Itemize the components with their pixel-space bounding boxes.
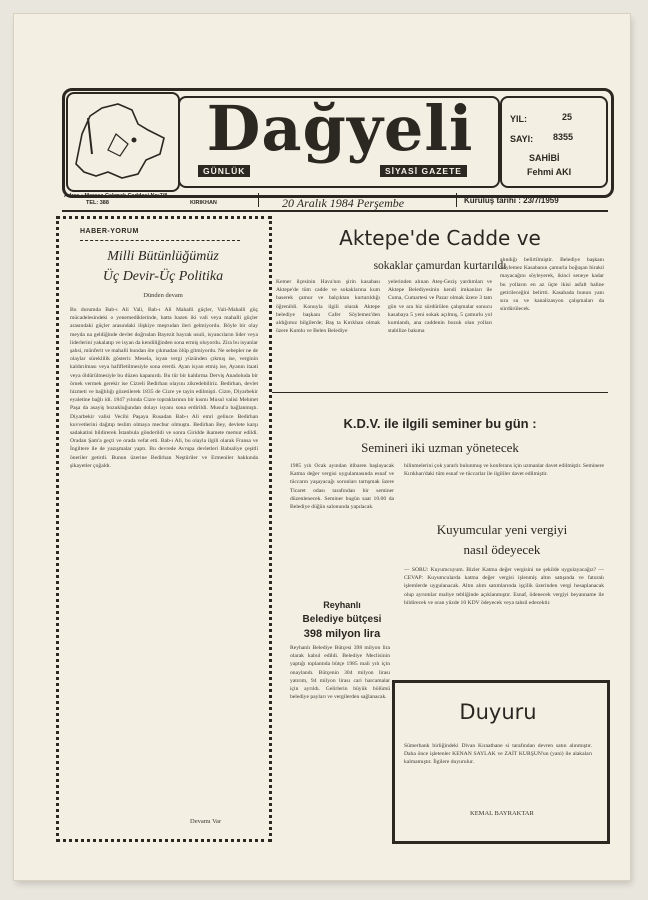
dateline-divider xyxy=(456,193,457,207)
left-headline-line1: Milli Bütünlüğümüz xyxy=(107,249,219,264)
kdv-subhead: Semineri iki uzman yönetecek xyxy=(361,440,519,455)
kdv-headline: K.D.V. ile ilgili seminer bu gün : xyxy=(343,416,537,431)
kdv-col-2: bilinmelerini çok yararlı bulunmuş ve konferans için uzmanlar davet edilmiştir. Seminere Kırıkhan'daki tüm esnaf ve tüccarlar ile ilgililer davet edilmiştir. xyxy=(404,463,604,478)
lead-col-3: alındığı belirtilmiştir. Belediye başkanı Söylemez Kasabanın çamurla boğuşan birakıl mayacağını söyleyerek, ikinci seneye kadar bu yolların en az üçte ikisi asfalt haline getirileceğini belirtti. Kasabada bunun yanı sıra su ve kanalizasyon çalışmaları da sürdürülecek. xyxy=(500,257,604,313)
section-rule xyxy=(272,392,608,393)
lead-col-1: Kemer ilçesinin Hava'nın şirin kasabası Aktepe'de tüm cadde ve sokaklarına kum baserek çamur ve balçıktan kurtarıldığı öğrenildi. Konuyla ilgili olarak Aktepe belediye başkanı Cafer Söylemez'den aldığımız bilgilerde; Baş ta Kırıkhan olmak üzere Kumlu ve Belen Belediye xyxy=(276,279,380,335)
issue-date: 20 Aralık 1984 Perşembe xyxy=(282,196,405,210)
kuyumcu-headline-1: Kuyumcular yeni vergiyi xyxy=(436,522,568,537)
continued-from: Dünden devam xyxy=(143,292,183,299)
kuyumcu-body: — SORU: Kuyumcuyum. Bizler Katma değer vergisini ne şekilde uygulayacağız? — CEVAP: Kuyumcularda katma değer vergisi işlenmiş altın satışında ve faturalı işlemlerde uygulanacak. Altın alım satımlarında işçilik üzerinden vergi hesaplanacak olup ayrıntılar maliye tebliğinde açıklanmıştır. Esnaf, ödenecek vergiyi beyanname ile bildirecek ve oran yüzde 10 KDV ödeyecek veya tahsil edecektir. xyxy=(404,567,604,606)
article-kicker: HABER-YORUM xyxy=(80,228,139,235)
duyuru-title: Duyuru xyxy=(459,700,537,724)
dateline-rule xyxy=(62,210,608,212)
address-line-3: KIRIKHAN xyxy=(190,200,217,206)
map-icon xyxy=(68,94,174,186)
owner-name: Fehmi AKI xyxy=(527,167,572,177)
year-value: 25 xyxy=(562,112,573,122)
continued-to: Devamı Var xyxy=(190,818,222,825)
address-line-2: TEL: 388 xyxy=(86,200,109,206)
kdv-col-1: 1985 yılı Ocak ayından itibaren başlayacak Katma değer vergisi uygulamasında esnaf ve tüccarın yaşayacağı sorunları tartışmak üzere Ticaret odası tarafından bir seminer düzenlenecek. Seminer bugün saat 10.00 da Belediye düğün salonunda yapılacak. xyxy=(290,463,394,511)
left-article-body: Bu durumda Bab-ı Ali Vali, Bab-ı Ali Mahalli güçler, Vali-Mahalli güç mücadelesindeki o yenemediklerinde, hatta bazen iki vali veya mahalli güçler arasındaki güçler arasındaki ilişkiye meşrudan ileri gelmiyordu. Böyle bir olay meyda na geldiğinde devlet doğrudan Bayezit bayrak usuli, isyancıların lider veya liderlerini yakalatıp ve isyan da kendiliğinden sona ermiş oluyordu. Zira bu isyanlar şahsi, münferit ve mahalli bundan öte çıkmadan ölüp gitmiyordu. Ne sebepler ne de olaylar süreklilik gösterir. Mesela, isyan vergi yüzünden çıkmış ise, verginin kaldırılması veya hafifletilmesiyle sona ererdi. Ayan isyan etmiş ise, Ayanın itaati veya öldürülmesiyle bu düzen kapanırdı. Bu tür bir kaldırma Derviş Anadoluda bir örnek vermek gerekir ise Cizreli Bedirhan olayını zikredebiliriz. Bedirhan, devlet hizmeti ve bağlılığı gözetilerek 1835 de Cizre ye tayin edilmişti. Cizre, Diyarbekir eyaletine bağlı idi. 1847 yılında Cizre topraklarının bir kısmı Musul valisi Mehmet Paşa da asayiş bozukluğundan dolayı isyanı sona erdirildi. Musul'a bağlanmıştı. Diyarbekir valisi Vecihi Paşaya Rusadan Bab-ı Ali emri gelince Bedirhan kuvvetlerini dağıtıp teslim olmaya mecbur olmuştu. Bedirhan Bey, devlete karşı sadakatini bildirerek İstanbula gönderildi ve sonra Giridde ikamete memur edildi. Oradan Şam'a geçti ve orada vefat etti. Bab-ı Ali, bu olayla ilgili olarak Fransa ve İngiltere ile de yazışmalar yaptı. Bu devrede Avrupa devletleri Babıaliye çeşitli öneriler getirdi. Bunun üzerine Bedirhan Neştüriler ve Ermeniler hakkında şikayetler çoğaldı. xyxy=(70,307,258,469)
lead-headline: Aktepe'de Cadde ve xyxy=(339,226,541,250)
reyhanli-body: Reyhanlı Belediye Bütçesi 398 milyon lira olarak kabul edildi. Belediye Meclisinin yaptığı toplantıda bütçe 1985 mali yılı için onaylandı. Bütçenin 304 milyon lirası yatırım, 94 milyon lirası cari harcamalar için ayrıldı. Gelirlerin büyük bölümü belediye payları ve vergilerden sağlanacak. xyxy=(290,645,390,701)
lead-subhead: sokaklar çamurdan kurtarıldı xyxy=(373,260,507,272)
lead-col-2: yelerinden alınan Ateş-Geziş yardımları ve Aktepe Belediyesinin kendi imkanları ile Cuma, Cumartesi ve Pazar olmak üzere 3 tam gün ve ara hiz sürdürülen çalışmalar sonucu kasabaya 5 yeni sokak açılmış, 5 çamurlu yol kumlandı, ana caddenin bozuk olan yolları stabilize bakıma xyxy=(388,279,492,335)
daily-tag: GÜNLÜK xyxy=(198,165,250,177)
duyuru-signature: KEMAL BAYRAKTAR xyxy=(470,810,534,817)
owner-label: SAHİBİ xyxy=(529,153,560,163)
political-tag: SİYASİ GAZETE xyxy=(380,165,467,177)
issue-label: SAYI: xyxy=(510,134,534,144)
address-line-1: Adres : Maraşa Çakmak Caddesi No:7/8 xyxy=(64,193,168,199)
reyhanli-amount: 398 milyon lira xyxy=(303,628,381,640)
founded-date: Kuruluş tarihi : 23/7/1959 xyxy=(464,196,559,205)
reyhanli-location: Reyhanlı xyxy=(323,600,361,610)
issue-value: 8355 xyxy=(553,132,574,142)
dateline-divider xyxy=(258,193,259,207)
reyhanli-headline: Belediye bütçesi xyxy=(302,614,382,625)
map-logo xyxy=(66,92,180,192)
left-headline-line2: Üç Devir-Üç Politika xyxy=(102,269,224,284)
year-label: YIL: xyxy=(510,114,527,124)
kuyumcu-headline-2: nasıl ödeyecek xyxy=(463,542,541,557)
newspaper-title: Dağyeli xyxy=(206,92,474,165)
kicker-rule xyxy=(80,240,240,241)
duyuru-body: Sümerbank birliğindeki Divan Kıraathane si tarafından devren satın alınmıştır. Daha önce işletenler KENAN SAYLAK ve ZAİT KURŞUN'un (yani) ile alakaları kalmamıştır. İlgilere duyurulur. xyxy=(404,743,592,766)
